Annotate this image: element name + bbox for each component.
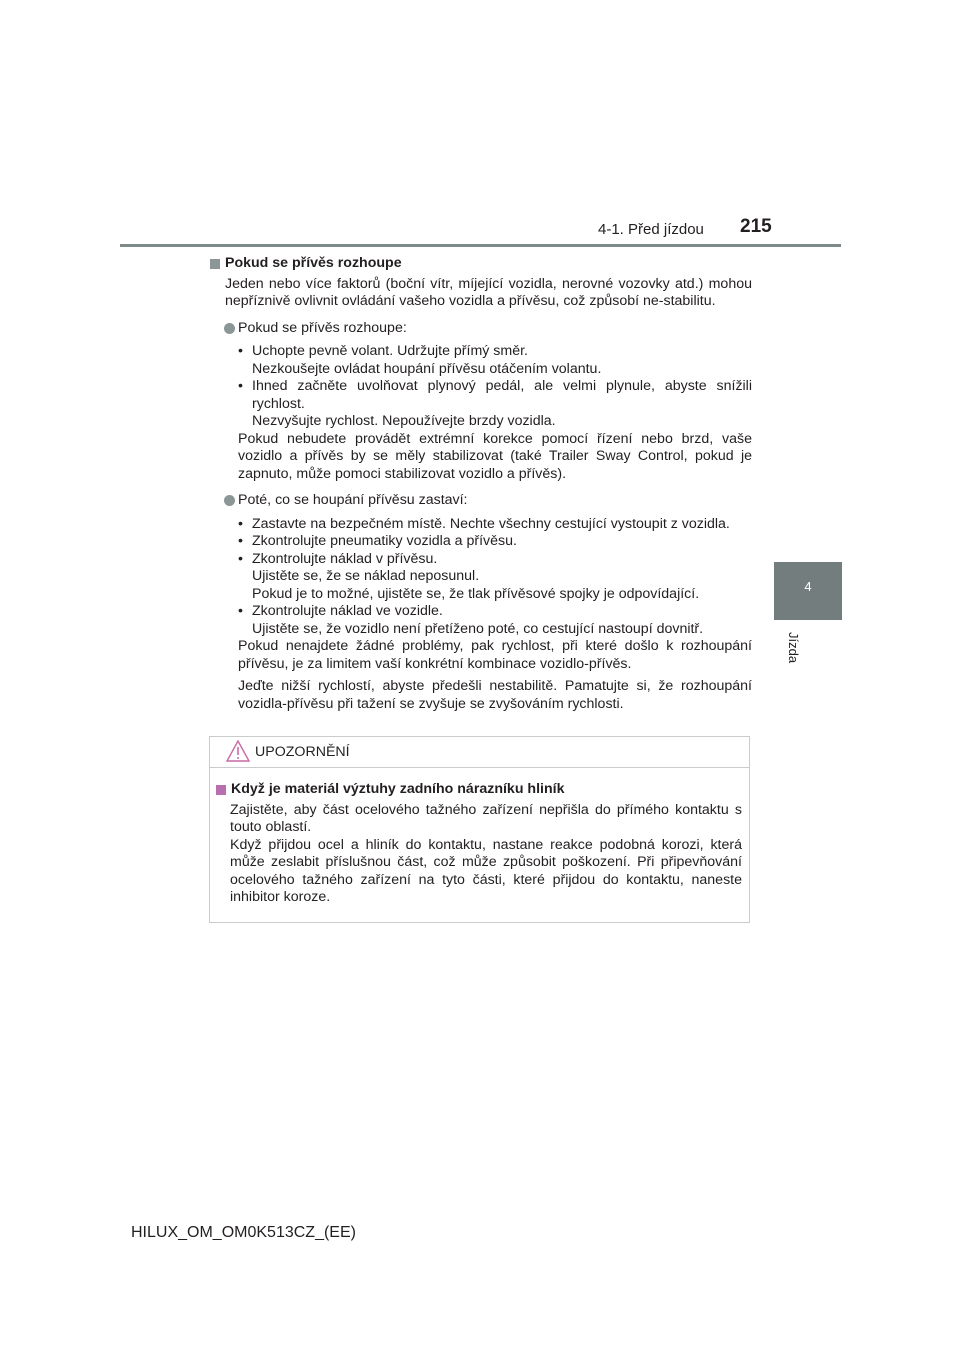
- list-bullet: •: [238, 343, 243, 359]
- stopped-after-text: Pokud nenajdete žádné problémy, pak rychlost, při které došlo k rozhoupání přívěsu, je za limitem vaší konkrétní kombinace vozidlo-přívěs.: [238, 638, 752, 672]
- list-bullet: •: [238, 603, 243, 619]
- list-item-text: Zkontrolujte náklad v přívěsu.: [252, 550, 438, 567]
- list-item: [238, 343, 752, 378]
- warning-text-2: Když přijdou ocel a hliník do kontaktu, nastane reakce podobná korozi, která může zeslabit příslušnou část, což může způsobit poškození. Při připevňování ocelového tažného zařízení na tyto části, které přijdou do kontaktu, naneste inhibitor koroze.: [230, 836, 742, 905]
- list-item: [238, 603, 752, 638]
- sway-subheading-text: Pokud se přívěs rozhoupe:: [238, 319, 407, 336]
- list-bullet: •: [238, 533, 243, 549]
- square-bullet-icon: [216, 785, 226, 795]
- warning-header: [210, 737, 749, 768]
- sway-after-text: Pokud nebudete provádět extrémní korekce pomocí řízení nebo brzd, vaše vozidlo a přívěs by se měly stabilizovat (také Trailer Sway Control, pokud je zapnuto, může pomoci stabilizovat vozidlo a přívěs).: [238, 430, 752, 482]
- list-item-note: Ujistěte se, že se náklad neposunul.: [252, 568, 480, 584]
- list-item: [238, 516, 752, 534]
- stopped-subheading: [224, 492, 752, 510]
- warning-box: [209, 736, 750, 923]
- list-item-note: Nezvyšujte rychlost. Nepoužívejte brzdy vozidla.: [252, 413, 556, 429]
- list-item-note: Ujistěte se, že vozidlo není přetíženo poté, co cestující nastoupí dovnitř.: [252, 620, 704, 637]
- sway-subheading: [224, 320, 752, 338]
- document-code: HILUX_OM_OM0K513CZ_(EE): [131, 1224, 356, 1241]
- list-item-text: Zastavte na bezpečném místě. Nechte všechny cestující vystoupit z vozidla.: [252, 515, 730, 532]
- stopped-steps: [238, 516, 752, 714]
- square-bullet-icon: [210, 259, 220, 269]
- list-item-text: Zkontrolujte náklad ve vozidle.: [252, 603, 443, 619]
- list-item: [238, 551, 752, 604]
- chapter-label: Jízda: [786, 632, 801, 664]
- section-heading-text: Pokud se přívěs rozhoupe: [225, 255, 402, 271]
- main-content: [208, 255, 752, 713]
- list-item: [238, 533, 752, 551]
- section-title: 4-1. Před jízdou: [598, 221, 704, 238]
- chapter-number: 4: [804, 579, 812, 594]
- list-item-text: Zkontrolujte pneumatiky vozidla a přívěsu.: [252, 533, 517, 549]
- warning-heading: [216, 781, 742, 799]
- round-bullet-icon: [224, 323, 235, 334]
- page-number: 215: [740, 216, 772, 237]
- list-item-text: Ihned začněte uvolňovat plynový pedál, ale velmi plynule, abyste snížili rychlost.: [252, 378, 752, 412]
- chapter-tab: [774, 562, 842, 620]
- list-bullet: •: [238, 550, 243, 567]
- stopped-subheading-text: Poté, co se houpání přívěsu zastaví:: [238, 492, 468, 508]
- warning-paragraph: [230, 802, 742, 907]
- warning-body: [214, 781, 742, 907]
- round-bullet-icon: [224, 495, 235, 506]
- speed-advice-text: Jeďte nižší rychlostí, abyste předešli nestabilitě. Pamatujte si, že rozhoupání vozidla-přívěsu při tažení se zvyšuje se zvyšováním rychlosti.: [238, 678, 752, 712]
- sway-steps: [238, 343, 752, 483]
- list-bullet: •: [238, 515, 243, 532]
- warning-heading-text: Když je materiál výztuhy zadního nárazníku hliník: [231, 781, 565, 797]
- list-bullet: •: [238, 378, 243, 394]
- chapter-label-wrap: [786, 632, 800, 672]
- warning-triangle-icon: [226, 740, 250, 762]
- list-item-note: Pokud je to možné, ujistěte se, že tlak přívěsové spojky je odpovídající.: [252, 585, 700, 602]
- header-rule: [120, 244, 841, 247]
- warning-text-1: Zajistěte, aby část ocelového tažného zařízení nepřišla do přímého kontaktu s touto oblastí.: [230, 801, 742, 835]
- section-heading: [210, 255, 752, 273]
- list-item: [238, 378, 752, 431]
- list-item-note: Nezkoušejte ovládat houpání přívěsu otáčením volantu.: [252, 360, 602, 377]
- list-item-text: Uchopte pevně volant. Udržujte přímý směr.: [252, 343, 528, 359]
- warning-title: UPOZORNĚNÍ: [255, 744, 350, 760]
- intro-paragraph: Jeden nebo více faktorů (boční vítr, míjející vozidla, nerovné vozovky atd.) mohou nepříznivě ovlivnit ovládání vašeho vozidla a přívěsu, což způsobí ne-stabilitu.: [225, 275, 752, 309]
